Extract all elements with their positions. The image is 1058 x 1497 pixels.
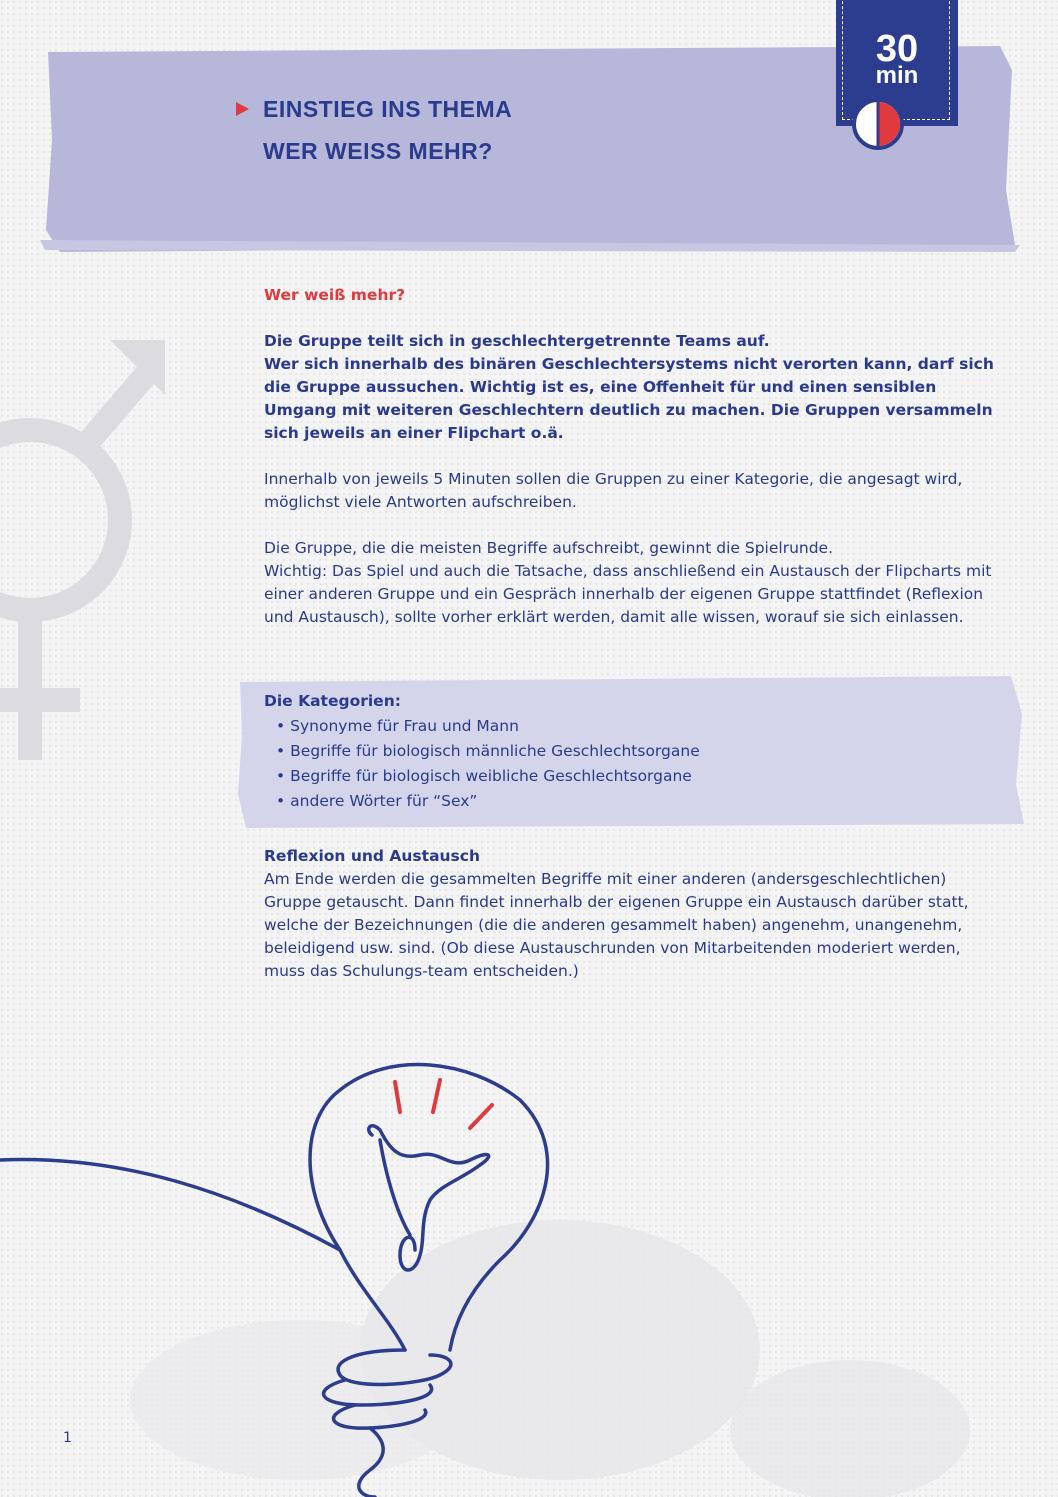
intro-paragraph-1: Die Gruppe teilt sich in geschlechtergetrennte Teams auf.	[264, 332, 770, 350]
heading-line-1	[236, 88, 512, 130]
section-title: Wer weiß mehr?	[264, 286, 406, 304]
reflection-text: Am Ende werden die gesammelten Begriffe mit einer anderen (andersgeschlechtlichen) Gruppe getauscht. Dann findet innerhalb der eigenen Gruppe ein Austausch darüber statt, welche der Bezeichnungen (die die anderen gesammelt haben) angenehm, unangenehm, beleidigend usw. sind. (Ob diese Austauschrunden von Mitarbeitenden moderiert werden, muss das Schulungs-team entscheiden.)	[264, 870, 969, 980]
heading-line-2	[236, 130, 512, 172]
page-number: 1	[63, 1430, 72, 1446]
lightbulb-icon	[0, 1060, 600, 1497]
category-item: • Begriffe für biologisch weibliche Geschlechtsorgane	[264, 764, 1004, 789]
gender-symbol-icon	[0, 320, 180, 780]
heading-topic: EINSTIEG INS THEMA	[263, 96, 513, 122]
heading-title: WER WEISS MEHR?	[263, 138, 493, 164]
reflection-title: Reflexion und Austausch	[264, 847, 481, 865]
page-heading	[236, 88, 512, 172]
category-item: • Synonyme für Frau und Mann	[264, 714, 1004, 739]
category-item: • andere Wörter für “Sex”	[264, 789, 1004, 814]
triangle-bullet-icon	[236, 102, 249, 116]
important-paragraph: Wichtig: Das Spiel und auch die Tatsache, dass anschließend ein Austausch der Flipcharts mit einer anderen Gruppe und ein Gespräch innerhalb der eigenen Gruppe stattfindet (Reflexion und Austausch), sollte vorher erklärt werden, damit alle wissen, worauf sie sich einlassen.	[264, 562, 992, 626]
time-badge-number: 30	[875, 28, 919, 70]
clock-icon	[851, 97, 905, 151]
categories-title: Die Kategorien:	[264, 692, 401, 710]
win-paragraph: Die Gruppe, die die meisten Begriffe aufschreibt, gewinnt die Spielrunde.	[264, 539, 834, 557]
main-content	[264, 284, 1004, 629]
category-item: • Begriffe für biologisch männliche Geschlechtsorgane	[264, 739, 1004, 764]
intro-paragraph-2: Wer sich innerhalb des binären Geschlechtersystems nicht verorten kann, darf sich die Gruppe aussuchen. Wichtig ist es, eine Offenheit für und einen sensiblen Umgang mit weiteren Geschlechtern deutlich zu machen. Die Gruppen versammeln sich jeweils an einer Flipchart o.ä.	[264, 355, 994, 442]
time-badge-unit: min	[875, 62, 919, 89]
categories-box	[264, 689, 1004, 814]
reflection-section	[264, 845, 1004, 983]
categories-list	[264, 714, 1004, 814]
time-paragraph: Innerhalb von jeweils 5 Minuten sollen die Gruppen zu einer Kategorie, die angesagt wird, möglichst viele Antworten aufschreiben.	[264, 470, 963, 511]
